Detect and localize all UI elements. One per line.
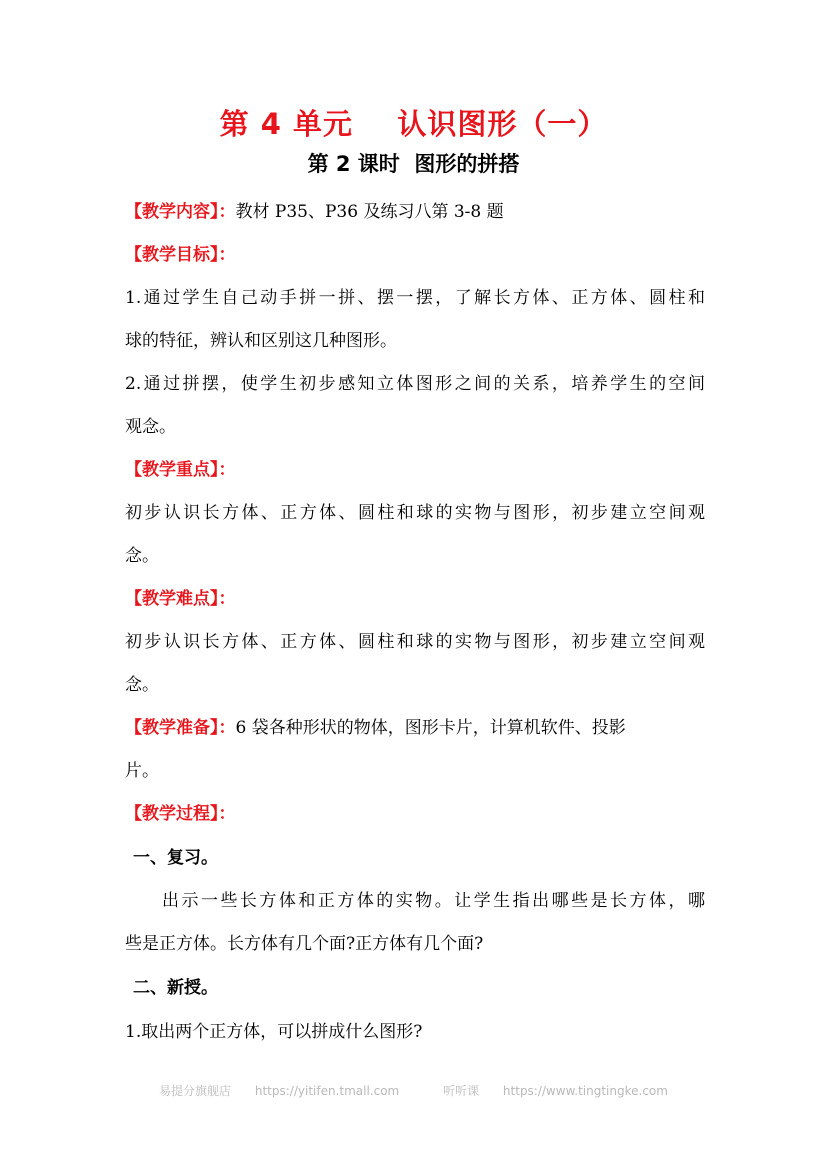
review-line-2: 些是正方体。长方体有几个面?正方体有几个面? (125, 934, 484, 954)
lesson-subtitle: 第 2 课时 图形的拼搭 (307, 152, 520, 176)
preparation-row (125, 716, 705, 740)
objective-1-line-2: 球的特征，辨认和区别这几种图形。 (125, 331, 397, 351)
difficulty-row (125, 587, 705, 611)
process-label: 【教学过程】： (125, 804, 236, 824)
footer-site-name: 听听课 (443, 1084, 480, 1098)
content-text: 教材 P35、P36 及练习八第 3-8 题 (235, 202, 504, 222)
content-row (125, 200, 705, 224)
objective-2-line-2: 观念。 (125, 417, 176, 437)
footer-site (433, 1084, 678, 1098)
content-label: 【教学内容】： (125, 202, 236, 222)
objective-1-line-1: 1.通过学生自己动手拼一拼、摆一摆，了解长方体、正方体、圆柱和 (125, 288, 705, 308)
key-point-line-1: 初步认识长方体、正方体、圆柱和球的实物与图形，初步建立空间观 (125, 503, 705, 523)
page-footer (0, 1082, 827, 1099)
key-point-label: 【教学重点】： (125, 460, 236, 480)
preparation-label: 【教学准备】： (125, 718, 236, 738)
footer-shop-name: 易提分旗舰店 (159, 1084, 232, 1098)
preparation-line-2: 片。 (125, 761, 159, 781)
page-title: 第 4 单元 认识图形（一） (219, 107, 608, 141)
review-line-1: 出示一些长方体和正方体的实物。让学生指出哪些是长方体，哪 (162, 891, 705, 911)
process-row (125, 802, 705, 826)
section-review-heading: 一、复习。 (133, 848, 218, 868)
section-new-lesson-heading: 二、新授。 (133, 978, 218, 998)
difficulty-label: 【教学难点】： (125, 589, 236, 609)
preparation-text: 6 袋各种形状的物体，图形卡片，计算机软件、投影 (235, 718, 626, 738)
footer-shop-url[interactable]: https://yitifen.tmall.com (254, 1084, 400, 1098)
difficulty-line-2: 念。 (125, 675, 159, 695)
footer-shop (149, 1084, 409, 1098)
objective-2-line-1: 2.通过拼摆，使学生初步感知立体图形之间的关系，培养学生的空间 (125, 374, 705, 394)
key-point-line-2: 念。 (125, 546, 159, 566)
new-lesson-item-1: 1.取出两个正方体，可以拼成什么图形? (125, 1022, 423, 1042)
footer-site-url[interactable]: https://www.tingtingke.com (502, 1084, 668, 1098)
key-point-row (125, 458, 705, 482)
difficulty-line-1: 初步认识长方体、正方体、圆柱和球的实物与图形，初步建立空间观 (125, 632, 705, 652)
objectives-label: 【教学目标】： (125, 245, 236, 265)
objectives-row (125, 243, 705, 267)
